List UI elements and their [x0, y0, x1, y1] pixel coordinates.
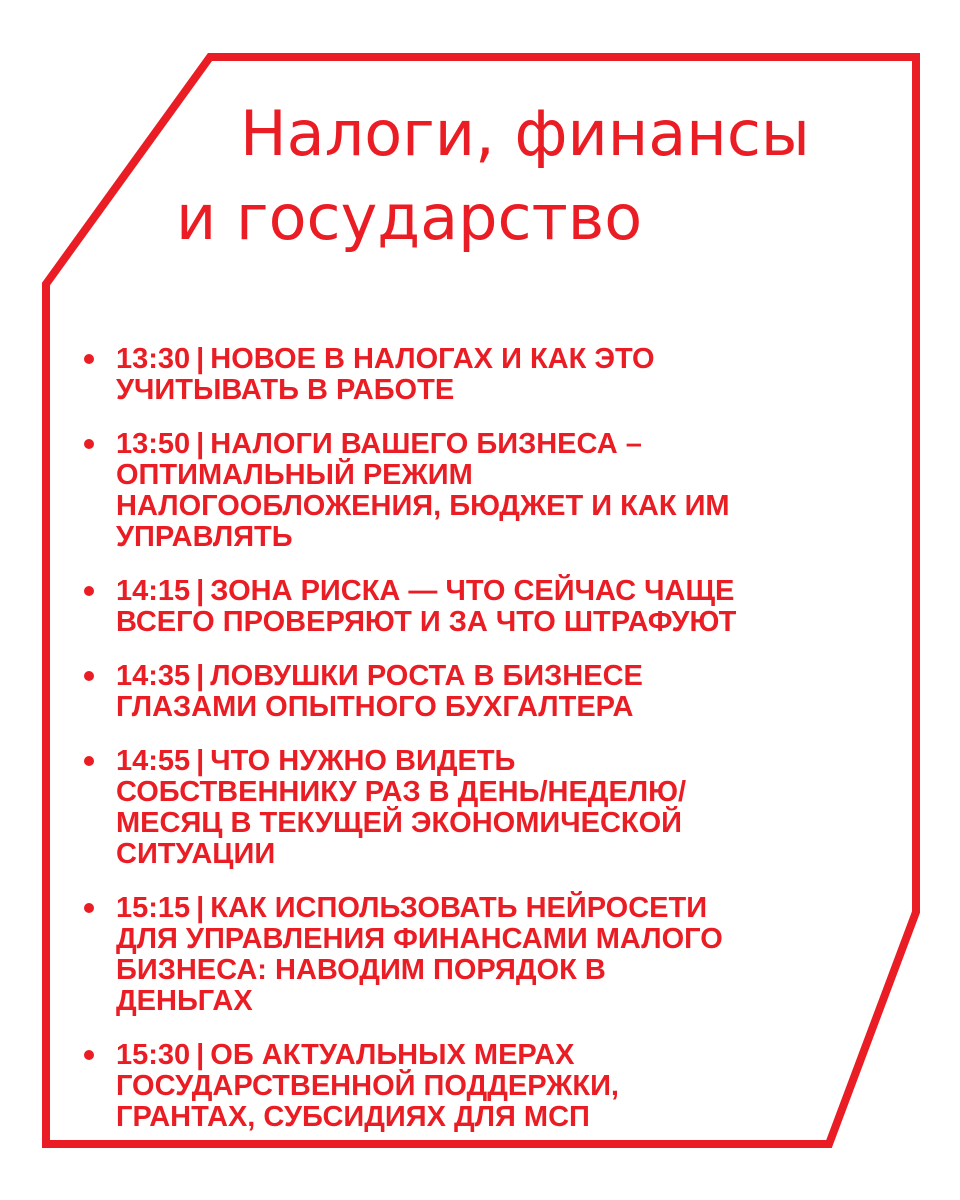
agenda-separator: | [196, 1039, 205, 1071]
agenda-text: ЧТО НУЖНО ВИДЕТЬ СОБСТВЕННИКУ РАЗ В ДЕНЬ/НЕДЕЛЮ/ МЕСЯЦ В ТЕКУЩЕЙ ЭКОНОМИЧЕСКОЙ СИТУАЦИИ [116, 745, 687, 870]
agenda-time: 13:50 [116, 428, 191, 460]
agenda-list [84, 344, 744, 1156]
agenda-text: ЛОВУШКИ РОСТА В БИЗНЕСЕ ГЛАЗАМИ ОПЫТНОГО БУХГАЛТЕРА [116, 660, 643, 723]
agenda-item-7 [84, 1040, 744, 1133]
agenda-item-5 [84, 746, 744, 870]
agenda-text: НОВОЕ В НАЛОГАХ И КАК ЭТО УЧИТЫВАТЬ В РАБОТЕ [116, 343, 655, 406]
agenda-time: 14:35 [116, 660, 191, 692]
agenda-separator: | [196, 745, 205, 777]
agenda-item-6 [84, 893, 744, 1017]
agenda-item-3 [84, 576, 744, 638]
agenda-text: НАЛОГИ ВАШЕГО БИЗНЕСА – ОПТИМАЛЬНЫЙ РЕЖИМ НАЛОГООБЛОЖЕНИЯ, БЮДЖЕТ И КАК ИМ УПРАВЛЯТЬ [116, 428, 730, 553]
agenda-separator: | [196, 660, 205, 692]
agenda-time: 15:15 [116, 892, 191, 924]
agenda-separator: | [196, 892, 205, 924]
agenda-text: ОБ АКТУАЛЬНЫХ МЕРАХ ГОСУДАРСТВЕННОЙ ПОДДЕРЖКИ, ГРАНТАХ, СУБСИДИЯХ ДЛЯ МСП [116, 1039, 619, 1133]
agenda-separator: | [196, 428, 205, 460]
page-title-line-2: и государство [176, 181, 643, 254]
agenda-text: ЗОНА РИСКА — ЧТО СЕЙЧАС ЧАЩЕ ВСЕГО ПРОВЕРЯЮТ И ЗА ЧТО ШТРАФУЮТ [116, 575, 737, 638]
page-title-line-1: Налоги, финансы [240, 97, 810, 170]
agenda-item-2 [84, 429, 744, 553]
agenda-time: 13:30 [116, 343, 191, 375]
agenda-separator: | [196, 343, 205, 375]
agenda-time: 14:15 [116, 575, 191, 607]
agenda-time: 14:55 [116, 745, 191, 777]
agenda-item-1 [84, 344, 744, 406]
agenda-item-4 [84, 661, 744, 723]
agenda-time: 15:30 [116, 1039, 191, 1071]
agenda-text: КАК ИСПОЛЬЗОВАТЬ НЕЙРОСЕТИ ДЛЯ УПРАВЛЕНИЯ ФИНАНСАМИ МАЛОГО БИЗНЕСА: НАВОДИМ ПОРЯДОК В ДЕНЬГАХ [116, 892, 723, 1017]
agenda-separator: | [196, 575, 205, 607]
